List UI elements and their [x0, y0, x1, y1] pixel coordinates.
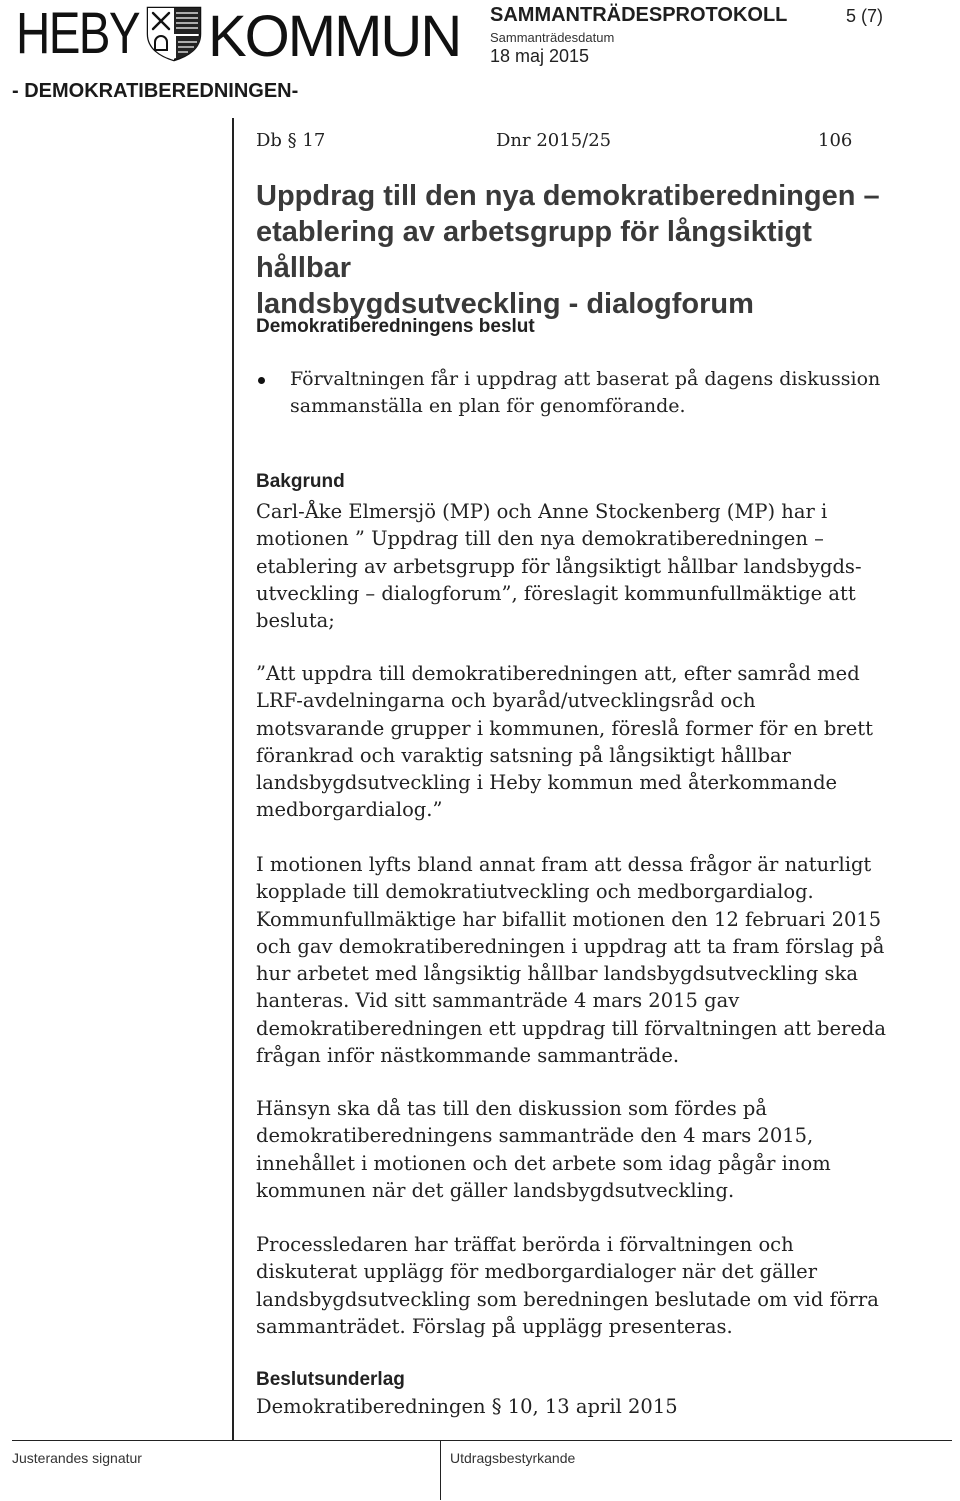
coat-of-arms-icon: [142, 4, 206, 62]
text-line: demokratiberedningens sammanträde den 4 mars 2015,: [256, 1124, 814, 1148]
text-line: motionen ” Uppdrag till den nya demokratiberedningen –: [256, 527, 824, 551]
logo-word-kommun: KOMMUN: [208, 4, 461, 69]
margin-rule: [232, 118, 234, 1440]
text-line: diskuterat upplägg för medborgardialoger när det gäller: [256, 1260, 818, 1284]
background-heading: Bakgrund: [256, 471, 345, 492]
text-line: hanteras. Vid sitt sammanträde 4 mars 2015 gav: [256, 989, 740, 1013]
page-number: 5 (7): [846, 6, 884, 26]
background-paragraph-3: [256, 851, 906, 1069]
text-line: frågan inför nästkommande sammanträde.: [256, 1044, 680, 1068]
text-line: besluta;: [256, 609, 335, 633]
signature-label: Justerandes signatur: [12, 1450, 142, 1466]
text-line: LRF-avdelningarna och byaråd/utvecklingsråd och: [256, 689, 756, 713]
decision-heading: Demokratiberedningens beslut: [256, 316, 535, 337]
text-line: demokratiberedningen ett uppdrag till förvaltningen att bereda: [256, 1016, 886, 1040]
item-number: 106: [818, 130, 853, 151]
bullet-line: Förvaltningen får i uppdrag att baserat på dagens diskussion: [290, 368, 881, 390]
document-title: [256, 178, 896, 322]
text-line: medborgardialog.”: [256, 798, 443, 822]
title-line: landsbygdsutveckling - dialogforum: [256, 288, 754, 320]
text-line: kommunen när det gäller landsbygdsutveckling.: [256, 1178, 735, 1202]
text-line: I motionen lyfts bland annat fram att dessa frågor är naturligt: [256, 853, 872, 876]
text-line: utveckling – dialogforum”, föreslagit kommunfullmäktige att: [256, 581, 856, 605]
footer-divider: [12, 1440, 952, 1441]
text-line: hur arbetet med långsiktig hållbar landsbygdsutveckling ska: [256, 962, 858, 986]
background-paragraph-4: [256, 1095, 906, 1204]
meeting-date-label: Sammanträdesdatum: [490, 30, 615, 45]
text-line: motsvarande grupper i kommunen, föreslå former för en brett: [256, 716, 873, 740]
basis-text: Demokratiberedningen § 10, 13 april 2015: [256, 1395, 678, 1418]
logo-word-heby: HEBY: [16, 1, 139, 66]
text-line: ”Att uppdra till demokratiberedningen att, efter samråd med: [256, 662, 860, 685]
background-paragraph-1: [256, 498, 906, 634]
text-line: sammanträdet. Förslag på upplägg presenteras.: [256, 1314, 733, 1338]
logo-kommun: [208, 4, 461, 69]
bullet-line: sammanställa en plan för genomförande.: [290, 395, 686, 417]
title-line: etablering av arbetsgrupp för långsiktigt hållbar: [256, 216, 812, 284]
text-line: Carl-Åke Elmersjö (MP) och Anne Stockenberg (MP) har i: [256, 500, 828, 523]
background-paragraph-5: [256, 1231, 906, 1340]
title-line: Uppdrag till den nya demokratiberedningen –: [256, 180, 880, 212]
certification-label: Utdragsbestyrkande: [450, 1450, 576, 1466]
protocol-title: SAMMANTRÄDESPROTOKOLL: [490, 4, 788, 26]
meeting-date: 18 maj 2015: [490, 46, 590, 66]
text-line: landsbygdsutveckling som beredningen beslutade om vid förra: [256, 1287, 879, 1311]
bullet-icon: [258, 377, 265, 384]
text-line: kopplade till demokratiutveckling och medborgardialog.: [256, 880, 814, 904]
footer-separator: [440, 1440, 441, 1500]
basis-heading: Beslutsunderlag: [256, 1369, 405, 1390]
decision-bullet: [290, 366, 910, 420]
text-line: Hänsyn ska då tas till den diskussion som fördes på: [256, 1097, 768, 1120]
background-paragraph-2: [256, 660, 906, 824]
text-line: etablering av arbetsgrupp för långsiktigt hållbar landsbygds-: [256, 554, 862, 578]
text-line: innehållet i motionen och det arbete som idag pågår inom: [256, 1151, 831, 1175]
paragraph-reference: Db § 17: [256, 130, 326, 151]
text-line: och gav demokratiberedningen i uppdrag att ta fram förslag på: [256, 934, 885, 958]
committee-name: - DEMOKRATIBEREDNINGEN-: [12, 80, 299, 102]
text-line: Kommunfullmäktige har bifallit motionen den 12 februari 2015: [256, 907, 882, 931]
text-line: förankrad och varaktig satsning på långsiktigt hållbar: [256, 743, 791, 767]
text-line: landsbygdsutveckling i Heby kommun med återkommande: [256, 771, 838, 795]
text-line: Processledaren har träffat berörda i förvaltningen och: [256, 1233, 794, 1256]
case-number: Dnr 2015/25: [496, 130, 612, 151]
